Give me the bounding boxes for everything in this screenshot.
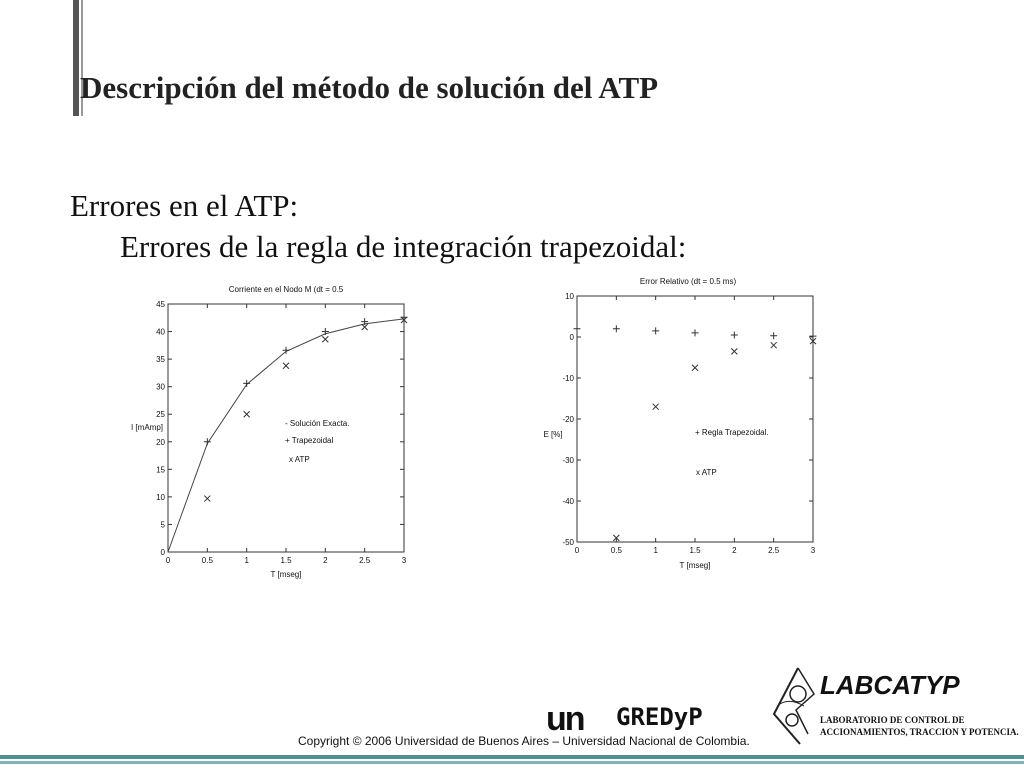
labcatyp-subtitle [820, 714, 1019, 738]
legend-entry: + Regla Trapezoidal. [695, 428, 769, 437]
x-tick-label: 1 [653, 546, 658, 555]
x-tick-label: 1 [244, 556, 249, 565]
x-marker [731, 348, 737, 354]
legend-entry: - Solución Exacta. [285, 419, 350, 428]
chart-title: Error Relativo (dt = 0.5 ms) [639, 277, 737, 286]
y-tick-label: 5 [160, 520, 165, 530]
plus-marker [770, 332, 777, 339]
plus-marker [731, 331, 738, 338]
x-axis-label: T [mseg] [679, 561, 711, 570]
x-marker [692, 365, 698, 371]
x-tick-label: 3 [401, 556, 407, 565]
x-tick-label: 0.5 [610, 546, 622, 555]
x-tick-label: 2 [323, 556, 328, 565]
x-tick-label: 3 [810, 546, 816, 555]
y-tick-label: 45 [156, 300, 165, 309]
y-tick-label: 0 [160, 548, 165, 557]
slide-title: Descripción del método de solución del ATP [80, 70, 659, 105]
copyright-text: Copyright © 2006 Universidad de Buenos Aires – Universidad Nacional de Colombia. [298, 734, 750, 748]
legend-entry: x ATP [289, 455, 310, 464]
labcatyp-subtitle-line1: LABORATORIO DE CONTROL DE [820, 715, 965, 725]
y-tick-label: 20 [156, 437, 165, 447]
y-tick-label: -30 [562, 456, 574, 465]
y-tick-label: -20 [562, 415, 574, 424]
bullet-trapezoidal-errors: Errores de la regla de integración trapezoidal: [120, 229, 687, 264]
y-tick-label: 0 [569, 333, 574, 342]
labcatyp-subtitle-line2: ACCIONAMIENTOS, TRACCION Y POTENCIA. [820, 727, 1019, 737]
gredyp-logo: GREDyP [616, 703, 703, 731]
x-tick-label: 0 [165, 556, 171, 565]
footer-bar-light [0, 761, 1024, 764]
chart-title: Corriente en el Nodo M (dt = 0.5 [228, 285, 344, 294]
y-tick-label: 15 [156, 465, 165, 475]
labcatyp-title: LABCATYP [820, 670, 960, 700]
x-axis-label: T [mseg] [270, 570, 302, 579]
un-logo: un [546, 700, 584, 738]
plus-marker [652, 327, 659, 334]
y-tick-label: -10 [562, 374, 574, 383]
footer-bar [0, 755, 1024, 759]
x-marker [653, 404, 659, 410]
legend-entry: + Trapezoidal [285, 436, 334, 445]
x-tick-label: 1.5 [280, 556, 292, 565]
y-tick-label: 40 [156, 327, 165, 337]
y-tick-label: 30 [156, 382, 165, 392]
x-tick-label: 0.5 [201, 556, 213, 565]
x-tick-label: 2 [732, 546, 737, 555]
bullet-errors-atp: Errores en el ATP: [70, 188, 299, 223]
y-tick-label: -40 [562, 497, 574, 506]
x-tick-label: 2.5 [359, 556, 371, 565]
labcatyp-emblem-icon [770, 664, 820, 751]
plus-marker [692, 329, 699, 336]
plus-marker [613, 325, 620, 332]
x-tick-label: 1.5 [689, 546, 701, 555]
y-axis-label: I [mAmp] [130, 423, 164, 432]
y-axis-label: E [%] [543, 430, 563, 439]
y-tick-label: -50 [562, 538, 574, 547]
legend-entry: x ATP [696, 468, 717, 477]
y-tick-label: 25 [156, 410, 165, 420]
plus-marker [574, 325, 581, 332]
x-marker [771, 342, 777, 348]
x-tick-label: 2.5 [768, 546, 780, 555]
x-tick-label: 0 [574, 546, 580, 555]
y-tick-label: 10 [565, 292, 574, 301]
y-tick-label: 35 [156, 355, 165, 365]
y-tick-label: 10 [156, 492, 165, 502]
